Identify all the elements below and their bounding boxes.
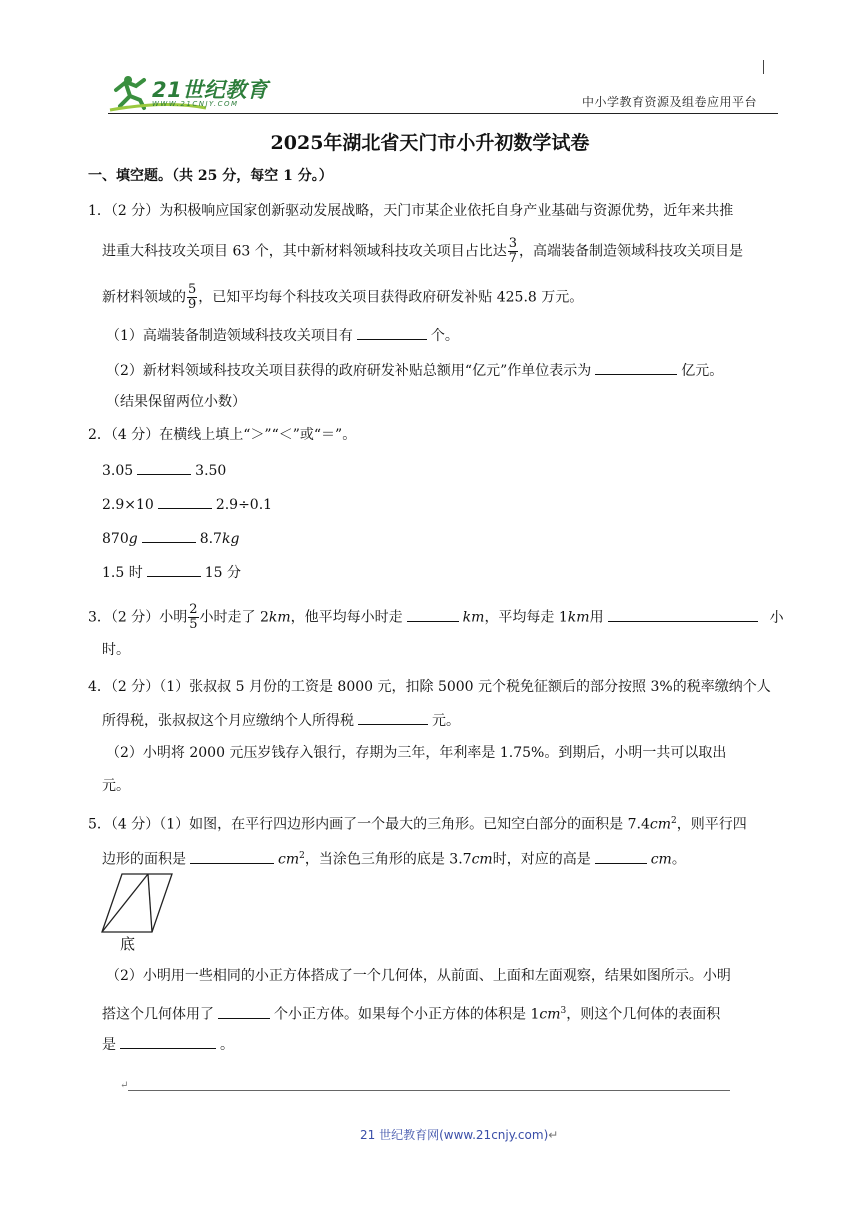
q1-line3: 新材料领域的 $\frac{5}{9}$ ，已知平均每个科技攻关项目获得政府研发补贴 425.8 万元。 [102, 282, 584, 312]
q4-line2: 所得税，张叔叔这个月应缴纳个人所得税 元。 [102, 710, 460, 731]
section-heading: 一、填空题。（共 25 分，每空 1 分。） [88, 168, 333, 184]
logo-url: WWW.21CNJY.COM [152, 100, 239, 108]
answer-blank[interactable] [357, 325, 427, 340]
return-mark: ↵ [120, 1080, 129, 1091]
q1-sub1: （1）高端装备制造领域科技攻关项目有 个。 [106, 325, 459, 346]
logo-text: 21世纪教育 [152, 78, 269, 102]
page-title: 2025年湖北省天门市小升初数学试卷 [270, 132, 590, 154]
answer-blank[interactable] [608, 607, 758, 622]
header-tick [763, 60, 764, 74]
answer-blank[interactable] [147, 562, 201, 577]
q1-note: （结果保留两位小数） [106, 394, 246, 410]
q1-sub2: （2）新材料领域科技攻关项目获得的政府研发补贴总额用“亿元”作单位表示为 亿元。 [106, 360, 723, 381]
answer-blank[interactable] [190, 849, 274, 864]
answer-blank[interactable] [120, 1034, 216, 1049]
q5-part2-line2: 搭这个几何体用了 个小正方体。如果每个小正方体的体积是 $1cm^3$，则这个几何体的表面积 [102, 1001, 720, 1025]
fraction-5-9: $\frac{5}{9}$ [188, 282, 197, 312]
answer-blank[interactable] [595, 360, 677, 375]
answer-blank[interactable] [407, 607, 459, 622]
answer-blank[interactable] [595, 849, 647, 864]
q3-line2: 时。 [102, 642, 130, 658]
q5-line1: 5．（4 分）（1）如图，在平行四边形内画了一个最大的三角形。已知空白部分的面积是 $7.4cm^2$，则平行四 [88, 816, 747, 833]
answer-blank[interactable] [137, 460, 191, 475]
q2-line1: 2．（4 分）在横线上填上“＞”“＜”或“＝”。 [88, 427, 357, 443]
q2-row1: 3.05 3.50 [102, 460, 226, 481]
footer-text: 21 世纪教育网(www.21cnjy.com)↵ [360, 1128, 559, 1142]
answer-blank[interactable] [358, 710, 428, 725]
q5-part2-line3: 是 。 [102, 1034, 234, 1055]
answer-blank[interactable] [142, 528, 196, 543]
header-divider [108, 113, 778, 114]
q2-row2: 2.9×10 2.9÷0.1 [102, 494, 272, 515]
q1-line2: 进重大科技攻关项目 63 个，其中新材料领域科技攻关项目占比达 $\frac{3}{7}$ ，高端装备制造领域科技攻关项目是 [102, 236, 743, 266]
footer-divider [128, 1090, 730, 1091]
q5-part2-line1: （2）小明用一些相同的小正方体搭成了一个几何体，从前面、上面和左面观察，结果如图所示。小明 [106, 968, 731, 984]
answer-blank[interactable] [218, 1004, 270, 1019]
q2-row3: 870g 8.7kg [102, 528, 239, 549]
figure-label: 底 [120, 935, 136, 953]
fraction-2-5: $\frac{2}{5}$ [189, 602, 198, 632]
q5-line2: 边形的面积是 $cm^2$，当涂色三角形的底是 3.7cm时，对应的高是 cm。 [102, 846, 686, 870]
q2-row4: 1.5 时 15 分 [102, 562, 241, 583]
parallelogram-figure [100, 872, 174, 934]
q4-line3: （2）小明将 2000 元压岁钱存入银行，存期为三年，年利率是 1.75%。到期后，小明一共可以取出 [106, 745, 727, 761]
fraction-3-7: $\frac{3}{7}$ [508, 236, 517, 266]
q4-line4: 元。 [102, 778, 130, 794]
q3-line1: 3．（2 分）小明 $\frac{2}{5}$ 小时走了 2km，他平均每小时走 km，平均每走 1km用 小 [88, 602, 784, 632]
q4-line1: 4．（2 分）（1）张叔叔 5 月份的工资是 8000 元，扣除 5000 元个税免征额后的部分按照 3%的税率缴纳个人 [88, 679, 771, 695]
platform-name: 中小学教育资源及组卷应用平台 [582, 95, 758, 109]
answer-blank[interactable] [158, 494, 212, 509]
q1-line1: 1．（2 分）为积极响应国家创新驱动发展战略，天门市某企业依托自身产业基础与资源优势，近年来共推 [88, 203, 734, 219]
